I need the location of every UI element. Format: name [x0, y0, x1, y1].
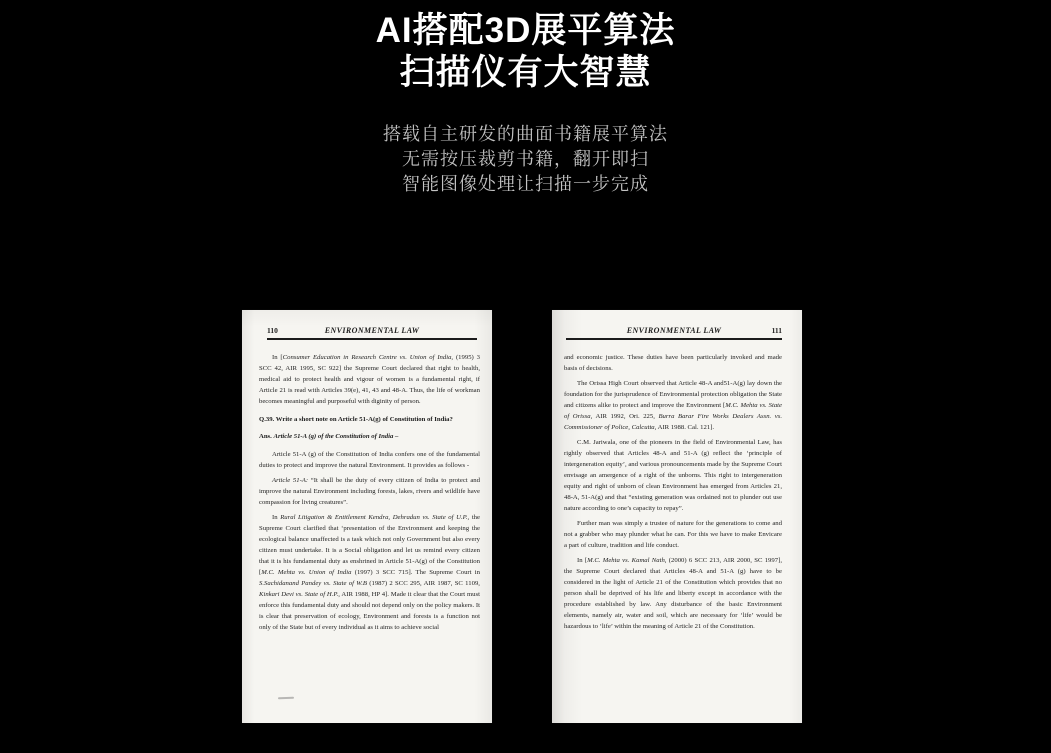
paragraph: In [Consumer Education in Research Centre vs. Union of India, (1995) 3 SCC 42, AIR 1995, SC 922] the Supreme Court declared that right to health, medical aid to protect health and vigour of women is a fundamental right, if Article 21 is read with Articles 39(e), 41, 43 and 48-A. Thus, the life of workman becomes meaningful and purposeful with diginity of person. [259, 354, 480, 405]
hero-subtitle-line3: 智能图像处理让扫描一步完成 [402, 174, 649, 194]
paragraph: C.M. Jariwala, one of the pioneers in the field of Environmental Law, has rightly observed that Articles 48-A and 51-A (g) reflect the ‘principle of intergeneration equity’, and various pronouncements made by the Supreme Court envisage an amergence of a right of the unborns. This right to intergeneration equity and right of unborn of clean Environment has emerged from Articles 21, 48-A, 51-A(g) and that “existing generation was ordained not to plunder out use nature according to one’s capacity to repay”. [564, 439, 782, 512]
page-number: 111 [771, 326, 782, 335]
page-inner [552, 310, 802, 723]
paragraph: and economic justice. These duties have been particularly invoked and made basis of decisions. [564, 354, 782, 372]
scan-smudge-mark [278, 697, 294, 700]
hero [0, 0, 1051, 197]
page-header [566, 326, 782, 340]
page-body [564, 352, 782, 632]
paragraph: In [M.C. Mehta vs. Kamal Nath, (2000) 6 SCC 213, AIR 2000, SC 1997], the Supreme Court declared that Articles 48-A and 51-A (g) have to be considered in the light of Article 21 of the Constitution which provides that no person shall be deprived of his life and liberty except in accordance with the procedure established by law. Any disturbance of the basic Environment elements, namely air, water and soil, which are necessary for ‘life’ would be hazardous to ‘life’ within the meaning of Article 21 of the Constitution. [564, 557, 782, 630]
paragraph: The Orissa High Court observed that Article 48-A and51-A(g) lay down the foundation for the jurisprudence of Environmental protection obligation the State and citizens alike to protect and improve the Environment [M.C. Mehta vs. State of Orissa, AIR 1992, Ori. 225, Burra Barar Fire Works Dealers Assn. vs. Commissioner of Police, Calcutta, AIR 1988. Cal. 121]. [564, 380, 783, 431]
scanned-book-page-left [242, 310, 492, 723]
hero-subtitle-line1: 搭载自主研发的曲面书籍展平算法 [383, 124, 668, 144]
hero-subtitle [0, 122, 1051, 197]
page-inner [242, 310, 492, 723]
hero-subtitle-line2: 无需按压裁剪书籍，翻开即扫 [402, 149, 649, 169]
paragraph: Ans. Article 51-A (g) of the Constitution of India – [259, 433, 399, 440]
paragraph: Article 51-A: “It shall be the duty of every citizen of India to protect and improve the natural Environment including forests, lakes, rivers and wildlife have compassion for living creatures”. [259, 477, 480, 506]
paragraph: Further man was simply a trustee of nature for the generations to come and not a grabber who may plunder what he can. For this we have to make Envicare a part of culture, tradition and life conduct. [564, 520, 782, 549]
paragraph: Q.39. Write a short note on Article 51-A(g) of Constitution of India? [259, 416, 453, 423]
running-head: ENVIRONMENTAL LAW [626, 326, 722, 335]
page-body [259, 352, 480, 633]
paragraph: Article 51-A (g) of the Constitution of India confers one of the fundamental duties to protect and improve the natural Environment. It provides as follows - [259, 451, 480, 469]
header-rule [267, 338, 477, 340]
hero-title-line1: AI搭配3D展平算法 [375, 11, 676, 50]
hero-title-line2: 扫描仪有大智慧 [399, 53, 652, 92]
hero-title [0, 10, 1051, 94]
header-rule [566, 338, 782, 340]
scanned-book-page-right [552, 310, 802, 723]
page-number: 110 [267, 326, 278, 335]
page-header [267, 326, 477, 340]
running-head: ENVIRONMENTAL LAW [324, 326, 420, 335]
paragraph: In Rural Litigation & Entitlement Kendra, Dehradun vs. State of U.P., the Supreme Court clarified that ‘presentation of the Environment and keeping the ecological balance unaffected is a task which not only Government but also every citizen must undertake. It is a Social obligation and let us remind every citizen that it is his fundamental duty as enshrined in Article 51-A(g) of the Constitution [M.C. Mehta vs. Union of India (1997) 3 SCC 715]. The Supreme Court in S.Sachidanand Pandey vs. State of W.B (1987) 2 SCC 295, AIR 1987, SC 1109, Kinkari Devi vs. State of H.P., AIR 1988, HP 4]. Made it clear that the Court must enforce this fundamental duty and should not depend only on the policy makers. It is clear that preservation of ecology, Environment and forests is a function not only of the State but of every individual as it aims to achieve social [259, 514, 480, 631]
